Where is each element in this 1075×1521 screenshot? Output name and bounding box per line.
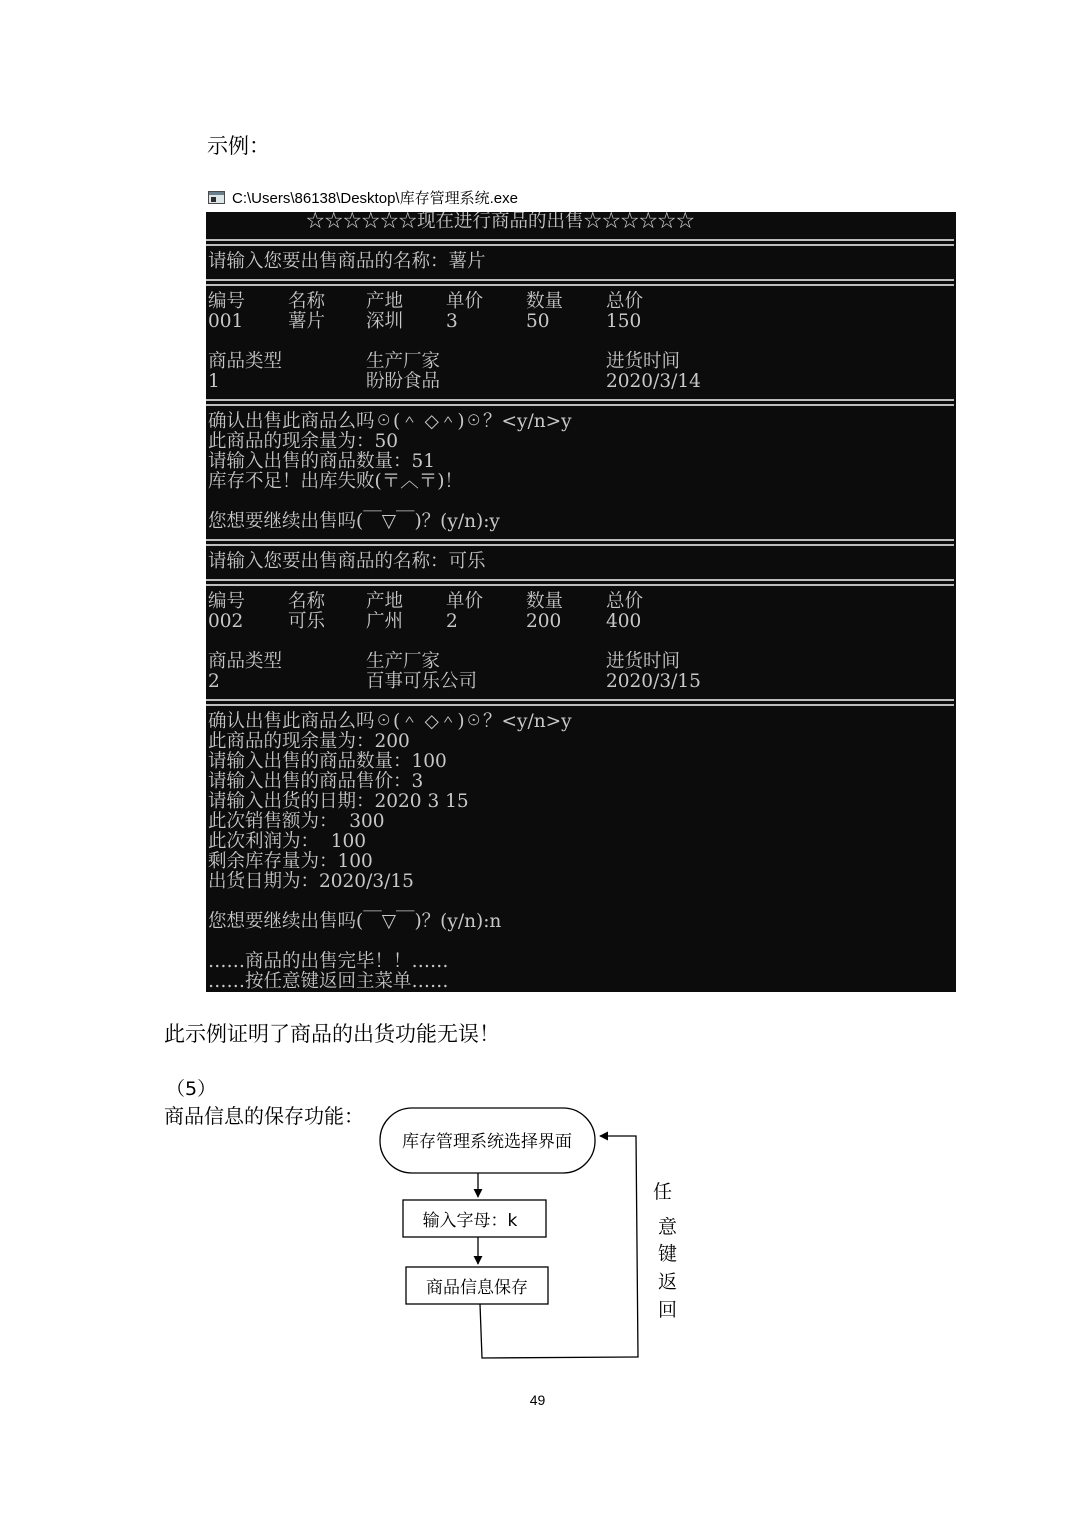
loop-label-char: 回 (658, 1299, 678, 1321)
column-header: 生产厂家 (366, 351, 441, 372)
proof-text: 此示例证明了商品的出货功能无误！ (164, 1022, 500, 1046)
loop-label-char: 任 (653, 1181, 673, 1203)
console-line: 请输入出售的商品数量：51 (208, 451, 436, 472)
console-line: 此次销售额为： 300 (208, 811, 385, 832)
table-cell: 广州 (366, 611, 404, 632)
flow-step-input-label: 输入字母：k (422, 1211, 518, 1231)
console-line: 出货日期为：2020/3/15 (208, 871, 414, 892)
table-cell: 2020/3/14 (606, 371, 701, 392)
table-cell: 可乐 (288, 611, 326, 632)
table-cell: 400 (606, 611, 642, 632)
column-header: 数量 (526, 291, 564, 312)
section-number: （5） (166, 1078, 217, 1100)
window-title: C:\Users\86138\Desktop\库存管理系统.exe (232, 189, 518, 207)
console-line: 此次利润为： 100 (208, 831, 367, 852)
console-line: 您想要继续出售吗(￣▽￣)？(y/n):y (208, 511, 500, 532)
column-header: 单价 (446, 591, 484, 612)
console-line: 确认出售此商品么吗☉(＾ ◇＾)☉？<y/n>y (208, 411, 572, 432)
console-line: ……商品的出售完毕！！…… (208, 951, 449, 972)
column-header: 生产厂家 (366, 651, 441, 672)
column-header: 产地 (366, 291, 404, 312)
console-line: 请输入出售的商品售价：3 (208, 771, 424, 792)
column-header: 总价 (606, 291, 644, 312)
column-header: 单价 (446, 291, 484, 312)
loop-label-char: 返 (658, 1271, 678, 1293)
console-line: 此商品的现余量为：50 (208, 431, 399, 452)
console-line: 此商品的现余量为：200 (208, 731, 410, 752)
flow-start-label: 库存管理系统选择界面 (402, 1132, 572, 1152)
console-line: 您想要继续出售吗(￣▽￣)？(y/n):n (208, 911, 502, 932)
example-label: 示例： (207, 134, 270, 158)
loop-label-char: 意 (658, 1216, 678, 1238)
table-cell: 薯片 (288, 311, 326, 332)
page-number: 49 (529, 1392, 546, 1408)
section-title: 商品信息的保存功能： (164, 1104, 364, 1128)
table-cell: 百事可乐公司 (366, 671, 478, 692)
column-header: 商品类型 (208, 351, 283, 372)
column-header: 编号 (208, 291, 246, 312)
table-cell: 盼盼食品 (366, 371, 441, 392)
console-header: ☆☆☆☆☆☆现在进行商品的出售☆☆☆☆☆☆ (306, 212, 695, 232)
column-header: 数量 (526, 591, 564, 612)
table-cell: 002 (208, 611, 244, 632)
column-header: 名称 (288, 591, 326, 612)
console-line: ……按任意键返回主菜单…… (208, 971, 449, 992)
console-line: 库存不足！出库失败(〒︿〒)！ (208, 471, 463, 492)
table-cell: 深圳 (366, 311, 404, 332)
table-cell: 2 (446, 611, 458, 632)
table-cell: 001 (208, 311, 244, 332)
console-line: 请输入出售的商品数量：100 (208, 751, 447, 772)
table-cell: 200 (526, 611, 562, 632)
flow-step-save-label: 商品信息保存 (426, 1278, 528, 1298)
table-cell: 3 (446, 311, 458, 332)
column-header: 产地 (366, 591, 404, 612)
column-header: 进货时间 (606, 651, 681, 672)
console-line: 确认出售此商品么吗☉(＾ ◇＾)☉？<y/n>y (208, 711, 572, 732)
console-line: 请输入出货的日期：2020 3 15 (208, 791, 469, 812)
column-header: 总价 (606, 591, 644, 612)
column-header: 名称 (288, 291, 326, 312)
table-cell: 2 (208, 671, 220, 692)
table-cell: 50 (526, 311, 550, 332)
table-cell: 150 (606, 311, 642, 332)
column-header: 商品类型 (208, 651, 283, 672)
column-header: 编号 (208, 591, 246, 612)
console-line: 剩余库存量为：100 (208, 851, 373, 872)
console-line: 请输入您要出售商品的名称：可乐 (208, 551, 486, 572)
table-cell: 1 (208, 371, 220, 392)
table-cell: 2020/3/15 (606, 671, 701, 692)
loop-label-char: 键 (658, 1243, 678, 1265)
column-header: 进货时间 (606, 351, 681, 372)
console-line: 请输入您要出售商品的名称：薯片 (208, 251, 486, 272)
